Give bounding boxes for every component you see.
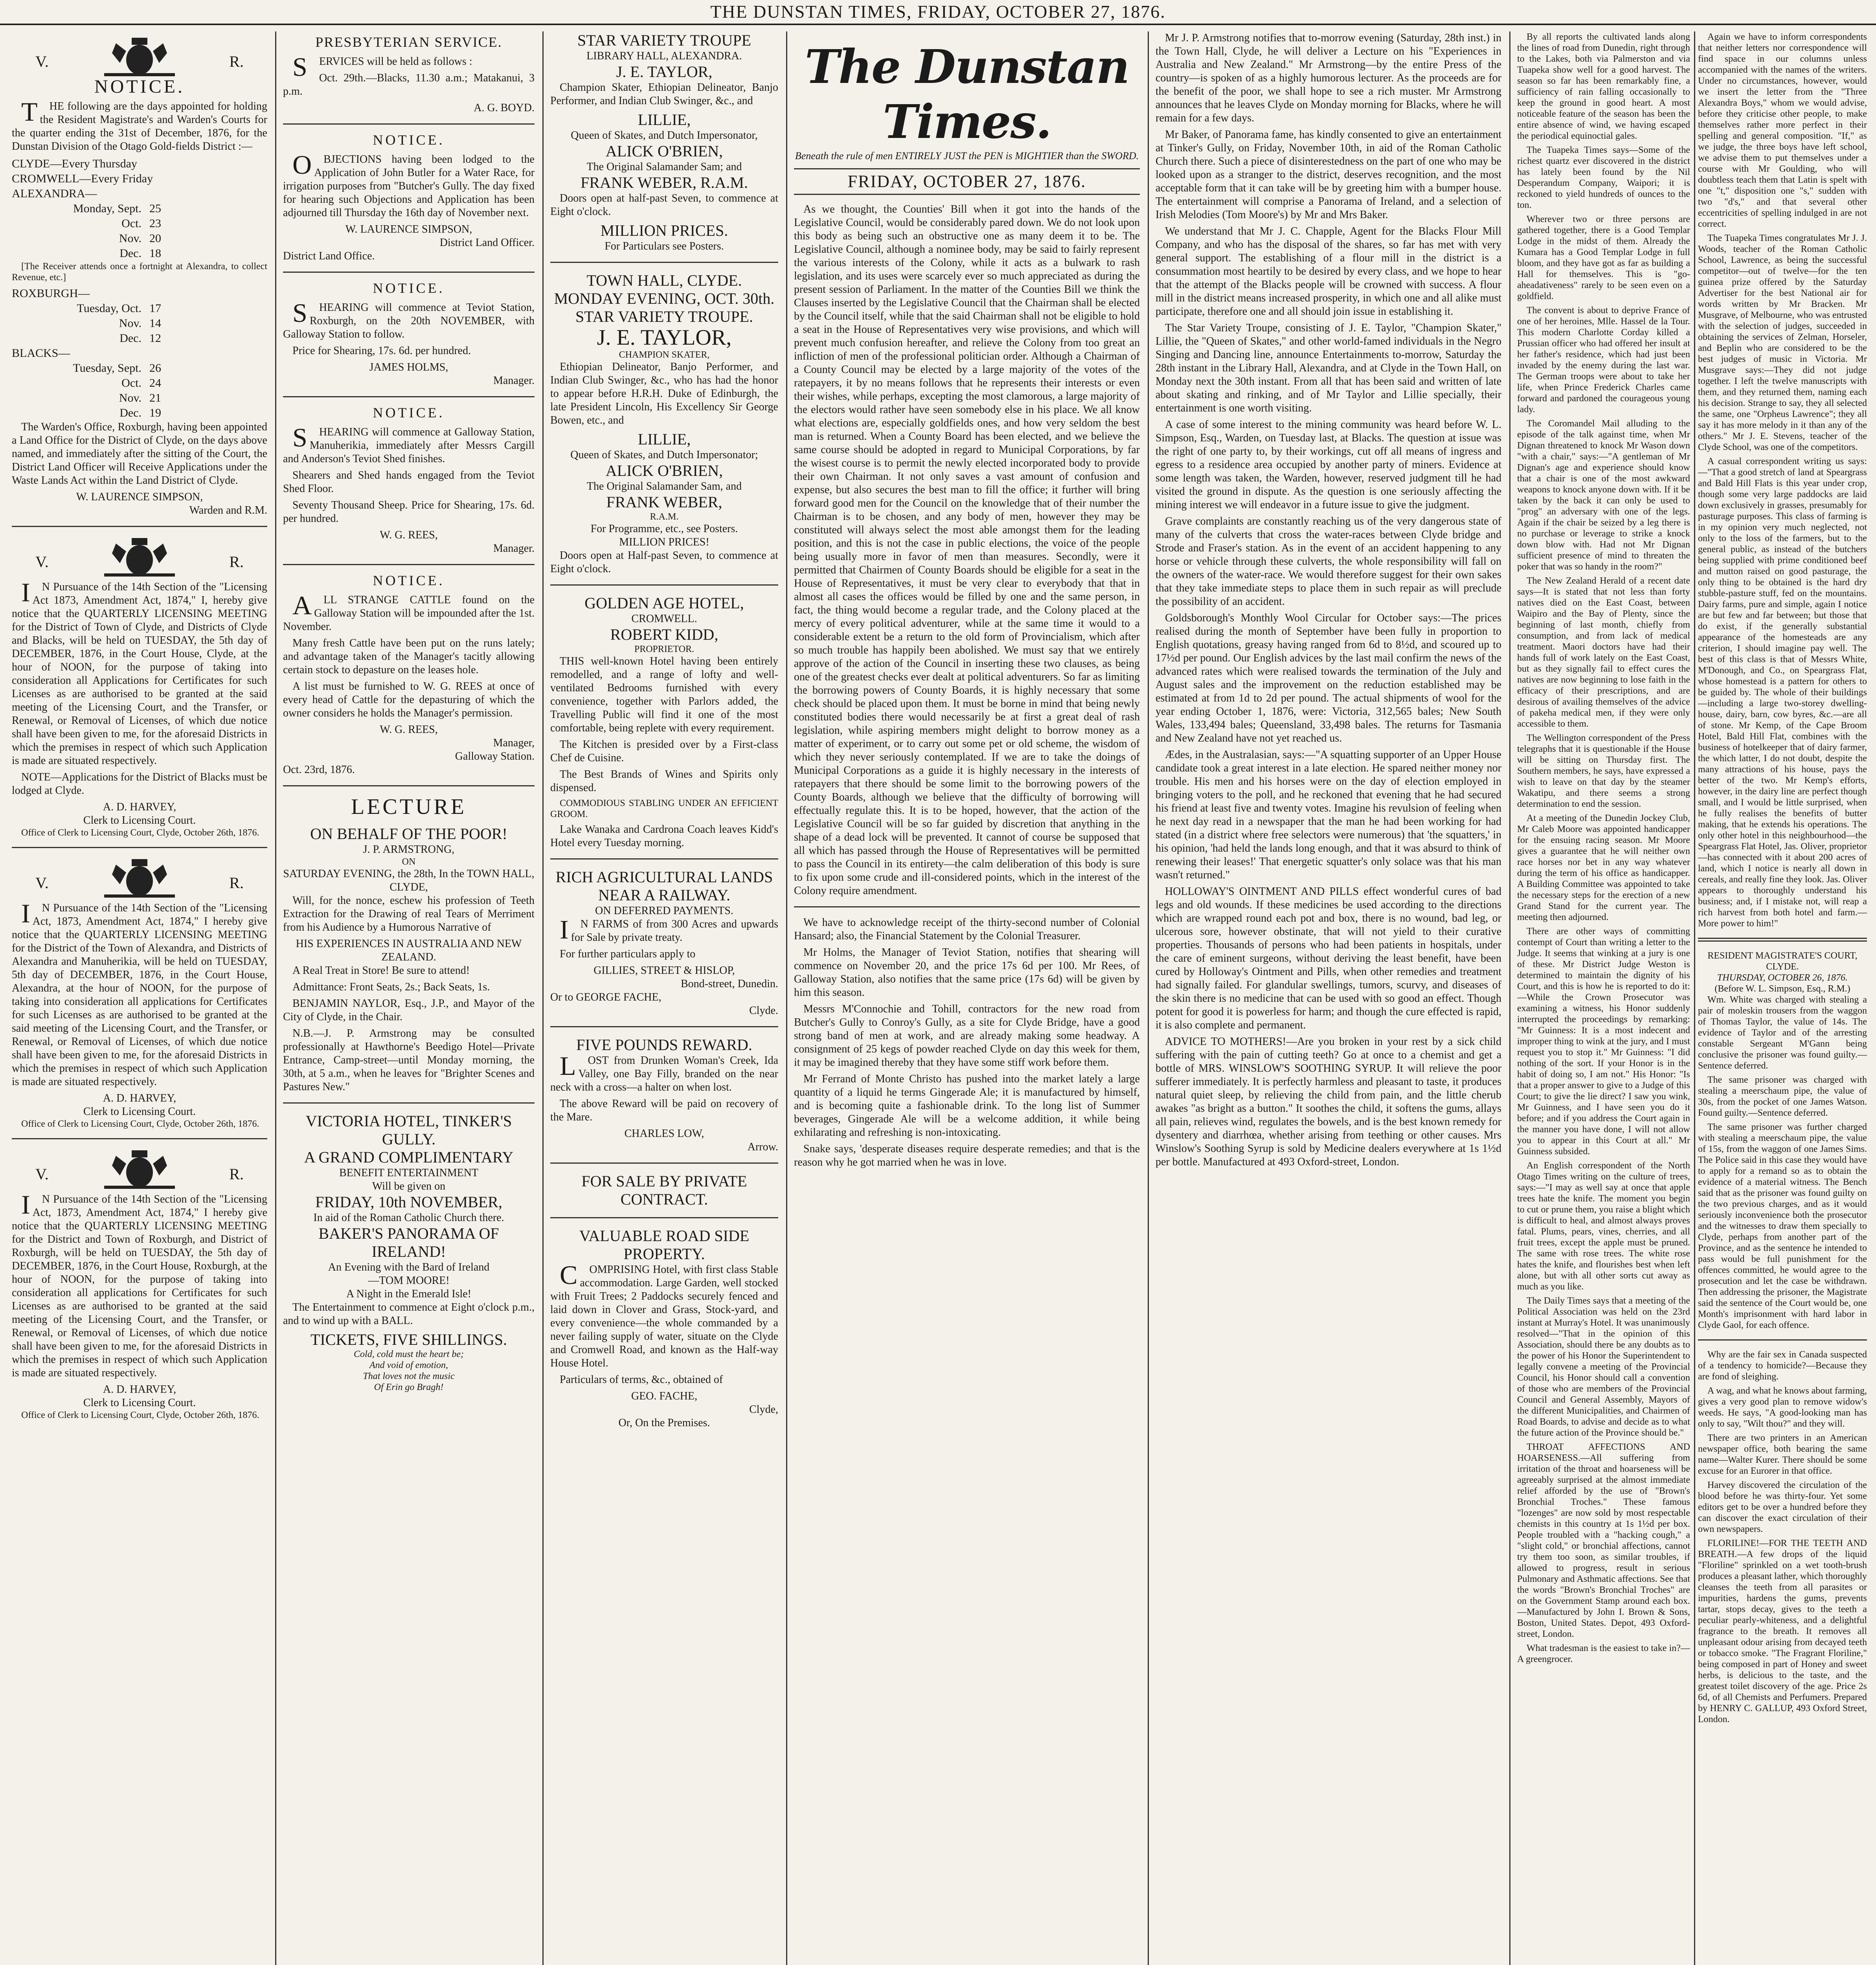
news-para: The Wellington correspondent of the Press telegraphs that it is questionable if the House will be sitting on Thursday first. The Southern members, he says, have expressed a wish to leave on that day by the steamer Wakatipu, and there seems a strong determination to end the session. (1517, 733, 1690, 809)
news-para: Why are the fair sex in Canada suspected of a tendency to homicide?—Because they are fond of sleighing. (1698, 1350, 1867, 1382)
ad-line: A Night in the Emerald Isle! (346, 1288, 472, 1300)
ad-para: N.B.—J. P. Armstrong may be consulted professionally at Hawthorne's Beedigo Hotel—Private Entrance, Camp-street—until Monday morning, the 30th, at 5 a.m., when he leaves for "Brighter Scenes and Pastures New." (283, 1027, 535, 1093)
news-para: A case of some interest to the mining community was heard before W. L. Simpson, Esq., Warden, on Tuesday last, at Blacks. The question at issue was the right of one party to, by their workings, cut off all means of ingress and egress to a residence area occupied by another party of miners. Evidence at some length was taken, the Warden, however, reserved judgment till he had visited the ground in dispute. As the question is one seriously affecting the mining interest we will endeavor in a future issue to give the judgment. (1156, 419, 1501, 511)
news-para: Wherever two or three persons are gathered together, there is a Good Templar Lodge in the midst of them. Already the Kumara has a Good Templar Lodge in full bloom, and they have got as far as building a Hall for themselves. This is "go-aheadativeness" rarely to be seen even on a goldfield. (1517, 214, 1690, 301)
news-para: There are two printers in an American newspaper office, both bearing the same name—Walter Kurer. There should be some excuse for an Eurorer in that office. (1698, 1433, 1867, 1476)
ad-body: COMPRISING Hotel, with first class Stable accommodation. Large Garden, well stocked with Fruit Trees; 2 Paddocks securely fenced and laid down in Clover and Grass, Stock-yard, and every convenience—the whole commanded by a never failing supply of water, situate on the Clyde and Cromwell Road, and known as the Half-way House Hotel. (550, 1260, 778, 1369)
presbyterian-service (283, 35, 535, 115)
ad-when: MONDAY EVENING, OCT. 30th. (554, 290, 775, 307)
ad-title: NOTICE. (373, 280, 445, 296)
notice-shearing-teviot (283, 281, 535, 387)
ad-subtitle: ON DEFERRED PAYMENTS. (595, 905, 733, 917)
performer-title: CHAMPION SKATER, (619, 350, 710, 360)
ad-title: GOLDEN AGE HOTEL, (584, 594, 744, 612)
date-day: 20 (149, 232, 161, 245)
news-para: The New Zealand Herald of a recent date says—It is stated that not less than forty natives died on the East Coast, between Waipiro and the Bay of Plenty, since the beginning of last month, chiefly from consumption, and from lack of medical treatment. Maori doctors have had their hands full of work lately on the East Coast, but as they signally fail to effect cures the natives are now beginning to lose faith in the efficacy of their prescriptions, and are desirous of availing themselves of the advice of pakeha medical men, if they were only accessible to them. (1517, 576, 1690, 729)
news-para: Mr Ferrand of Monte Christo has pushed into the market lately a large quantity of a liquid he terms Gingerade Ale; it is manufactured by himself, and is becoming quite a fashionable drink. To the long list of Summer beverages, Gingerade Ale will be a welcome addition, it while being exhilarating and refreshing is non-intoxicating. (794, 1073, 1140, 1139)
date-label: Nov. (119, 391, 141, 404)
cromwell-line: CROMWELL—Every Friday (12, 172, 153, 185)
ad-para: A list must be furnished to W. G. REES at once of every head of Cattle for the depasturing of which the owner considers he holds the Manager's permission. (283, 680, 535, 719)
divider (12, 526, 267, 527)
ad-para: The Kitchen is presided over by a First-class Chef de Cuisine. (550, 738, 778, 764)
clyde-line: CLYDE—Every Thursday (12, 157, 137, 170)
news-para: Ædes, in the Australasian, says:—"A squatting supporter of an Upper House candidate took a great interest in a late election. He spared neither money nor trouble. His men and his horses were on the day of election employed in bringing voters to the poll, and he reckoned that evening that he had secured his friend at least five and twenty votes. Imagine his revulsion of feeling when he next day read in a newspaper that the man he had been working for had stated (in a district where free selectors were numerous) that 'the squatters,' in his opinion, 'had held the lands long enough, and that it was absurd to think of renewing their leases!' That energetic squatter's only solace was that his man wasn't returned." (1156, 749, 1501, 881)
ad-body: IN FARMS of from 300 Acres and upwards for Sale by private treaty. (560, 915, 778, 944)
divider (550, 584, 778, 586)
agent-name: GILLIES, STREET & HISLOP, (593, 964, 735, 977)
news-para: THROAT AFFECTIONS AND HOARSENESS.—All suffering from irritation of the throat and hoarseness will be agreeably surprised at the almost immediate relief afforded by the use of "Brown's Bronchial Troches." These famous "lozenges" are now sold by most respectable chemists in this country at 1s 1½d per box. People troubled with a "hacking cough," a "slight cold," or bronchial affections, cannot try them too soon, as similar troubles, if allowed to progress, result in serious Pulmonary and Asthmatic affections. See that the words "Brown's Bronchial Troches" are on the Government Stamp around each box.—Manufactured by John I. Brown & Sons, Boston, United States. Depot, 493 Oxford-street, London. (1517, 1442, 1690, 1639)
reward-ad (550, 1036, 778, 1154)
court-before: (Before W. L. Simpson, Esq., R.M.) (1714, 984, 1850, 994)
signature: CHARLES LOW, (624, 1128, 704, 1140)
signature: A. G. BOYD. (474, 102, 535, 114)
signature: A. D. HARVEY, (103, 1092, 176, 1104)
notice-body: IN Pursuance of the 14th Section of the "Licensing Act, 1873, Amendment Act, 1874," I hereby give notice that the QUARTERLY LICENSING MEETING for the District of the Town of Alexandra, and Districts of Alexandra and Manuherikia, will be held on TUESDAY, 5th day of DECEMBER, 1876, in the Court House, Alexandra, at the hour of NOON, for the purpose of taking into consideration all applications for Certificates for such Licenses as are authorised to be granted at the said meeting of the Licensing Court, and the Transfer, or Renewal, or Removal of Licenses, of which due notice shall have been given to me, for the aforesaid Districts in which the premises in respect of which such Application is made are situated respectively. (12, 898, 267, 1088)
ad-para: COMMODIOUS STABLING UNDER AN EFFICIENT GROOM. (550, 798, 778, 819)
notice-body: IN Pursuance of the 14th Section of the "Licensing Act 1873, Amendment Act, 1874," I, hereby give notice that the QUARTERLY LICENSING MEETING for the District of Town of Clyde, and Districts of Clyde and Blacks, will be held on TUESDAY, the 5th day of DECEMBER, 1876, in the Court House, Clyde, at the hour of NOON, for the purpose of taking into consideration all Applications for Certificates for such Licenses as are authorised to be granted at the said meeting of the Licensing Court, and the Transfer, or Renewal, or Removal of Licenses, of which due notice shall have been given to me, for the aforesaid Districts in which the premises in respect of which such Application is made are situated respectively. (12, 577, 267, 767)
ad-title: NOTICE. (373, 405, 445, 421)
column-rule (1509, 31, 1510, 1965)
notice-title: NOTICE. (94, 76, 185, 97)
ad-title: RICH AGRICULTURAL LANDS NEAR A RAILWAY. (555, 868, 773, 904)
ad-date: Oct. 29th.—Blacks, 11.30 a.m.; Matakanui, 3 p.m. (283, 72, 535, 97)
signature-title: Manager. (493, 542, 535, 555)
alexandra-line: ALEXANDRA— (12, 187, 97, 200)
ad-line: MILLION PRICES! (619, 536, 709, 548)
date-label: Tuesday, Sept. (73, 362, 141, 375)
crest-r-label: R. (229, 874, 244, 892)
ad-line: An Evening with the Bard of Ireland (328, 1261, 490, 1273)
notice-body: THE following are the days appointed for holding the Resident Magistrate's and Warden's Courts for the quarter ending the 31st of December, 1876, for the Dunstan Division of the Otago Gold-fields District :— (12, 97, 267, 152)
ad-date: Oct. 23rd, 1876. (283, 764, 355, 776)
ad-title: FOR SALE BY PRIVATE CONTRACT. (581, 1172, 747, 1208)
ad-subtitle: ON BEHALF OF THE POOR! (310, 825, 507, 843)
ad-line: MILLION PRICES. (600, 222, 728, 239)
proprietor-name: ROBERT KIDD, (610, 626, 718, 643)
column-7 (1698, 31, 1867, 1965)
news-para: We have to acknowledge receipt of the thirty-second number of Colonial Hansard; also, the Financial Statement by the Colonial Treasurer. (794, 916, 1140, 942)
date-day: 25 (149, 202, 161, 215)
poem-line: Cold, cold must the heart be; (354, 1349, 464, 1359)
ad-para: Particulars of terms, &c., obtained of (560, 1374, 723, 1386)
date-day: 12 (149, 332, 161, 345)
ad-body: SHEARING will commence at Teviot Station, Roxburgh, on the 20th NOVEMBER, with Galloway Station to follow. (283, 298, 535, 340)
news-para: ADVICE TO MOTHERS!—Are you broken in your rest by a sick child suffering with the pain of cutting teeth? Go at once to a chemist and get a bottle of MRS. WINSLOW'S SOOTHING SYRUP. It will relieve the poor sufferer immediately. It is perfectly harmless and pleasant to taste, it produces natural quiet sleep, by relieving the child from pain, and the little cherub awakes "as bright as a button." It soothes the child, it softens the gums, allays all pain, relieves wind, regulates the bowels, and is the best known remedy for dysentery and diarrhœa, whether arising from teething or other causes. Mrs Winslow's Soothing Syrup is sold by Medicine dealers everywhere at 1s 1½d per bottle. Manufactured at 493 Oxford-street, London. (1156, 1036, 1501, 1168)
date-label: Oct. (121, 217, 141, 230)
ad-body: ALL STRANGE CATTLE found on the Galloway Station will be impounded after the 1st. November. (283, 590, 535, 633)
poem-line: And void of emotion, (369, 1360, 448, 1370)
divider (550, 1026, 778, 1027)
ad-line: Will be given on (372, 1180, 446, 1192)
news-para: FLORILINE!—FOR THE TEETH AND BREATH.—A few drops of the liquid "Floriline" sprinkled on a wet tooth-brush produces a pleasant lather, which thoroughly cleanses the teeth from all parasites or impurities, hardens the gums, prevents tartar, stops decay, gives to the teeth a peculiar pearly-whiteness, and a delightful fragrance to the breath. It removes all unpleasant odour arising from decayed teeth or tobacco smoke. "The Fragrant Floriline," being composed in part of Honey and sweet herbs, is delicious to the taste, and the greatest toilet discovery of the age. Price 2s 6d, of all Chemists and Perfumers. Prepared by HENRY C. GALLUP, 493 Oxford Street, London. (1698, 1538, 1867, 1724)
news-para: Messrs M'Connochie and Tohill, contractors for the new road from Butcher's Gully to Conroy's Gully, as a site for Clyde Bridge, have a good strong band of men at work, and are already making some headway. A consignment of 25 kegs of powder reached Clyde on day this week for them, it may be imagined thereby that they have some stiff work before them. (794, 1003, 1140, 1069)
court-para: The same prisoner was charged with stealing a meerschaum pipe, the value of 30s, from the pocket of one James Watson. Found guilty.—Sentence deferred. (1698, 1075, 1867, 1118)
performer: LILLIE, (638, 111, 691, 129)
dateline: FRIDAY, OCTOBER 27, 1876. (794, 168, 1140, 195)
notice-shearing-galloway (283, 406, 535, 555)
signature: GEO. FACHE, (631, 1390, 698, 1402)
notice-court-days (12, 35, 267, 517)
ad-para: For further particulars apply to (560, 948, 696, 960)
ad-line: BENEFIT ENTERTAINMENT (339, 1167, 479, 1179)
news-para: Grave complaints are constantly reaching us of the very dangerous state of many of the culverts that cross the water-races between Clyde bridge and Strode and Fraser's station. As in the event of an accident happening to any horse or vehicle through these culverts, the whole responsibility will fall on the owners of the water-race. We would therefore suggest for their own sakes that they take immediate steps to place them in such repair as will preclude the possibility of an accident. (1156, 515, 1501, 608)
page-header: THE DUNSTAN TIMES, FRIDAY, OCTOBER 27, 1876. (0, 0, 1876, 25)
ad-line: For Programme, etc., see Posters. (590, 523, 738, 535)
masthead: The Dunstan Times. (805, 39, 1129, 149)
signature-title: District Land Officer. (439, 237, 535, 249)
ad-line: For Particulars see Posters. (605, 240, 724, 252)
date-day: 18 (149, 247, 161, 260)
divider (283, 396, 535, 397)
news-para: Again we have to inform correspondents that neither letters nor correspondence will find space in our columns unless accompanied with the names of the writers. Under no circumstances, however, would we insert the letter from the "Three Alexandra Boys," whom we would advise, before they criticise other people, to make themselves rather more perfect in their spelling and general composition. "If," as we judge, the three boys have left school, we advise them to put themselves under a course with Mr Goulding, who will doubtless teach them that Latin is spelt with one "t," disposition one "s," sudden with two "d's," and that several other eccentricities of spelling indulged in are not correct. (1698, 32, 1867, 229)
divider (550, 858, 778, 859)
divider (550, 1162, 778, 1164)
column-1 (12, 31, 267, 1965)
divider (550, 262, 778, 263)
proprietor-label: PROPRIETOR. (634, 644, 695, 654)
divider (794, 906, 1140, 907)
private-contract-ad (550, 1172, 778, 1208)
performer-desc: The Original Salamander Sam; and (586, 161, 742, 173)
signature-office: District Land Office. (283, 250, 375, 262)
ad-line: FRIDAY, 10th NOVEMBER, (315, 1193, 502, 1211)
notice-objections (283, 133, 535, 263)
performer-desc: Ethiopian Delineator, Banjo Performer, and Indian Club Swinger, &c., who has had the honor to appear before H.R.H. Duke of Edinburgh, the late President Lincoln, His Excellency Sir George Bowen, etc., and (550, 361, 778, 426)
signature: A. D. HARVEY, (103, 1383, 176, 1396)
ad-para: Doors open at Half-past Seven, to commence at Eight o'clock. (550, 549, 778, 575)
ad-para: The Entertainment to commence at Eight o'clock p.m., and to wind up with a BALL. (283, 1301, 535, 1327)
performer-desc: Queen of Skates, and Dutch Impersonator, (571, 129, 758, 141)
date-day: 17 (149, 302, 161, 315)
divider (283, 272, 535, 273)
news-para: A casual correspondent writing us says:—"That a good stretch of land at Speargrass and Bald Hill Flats is this year under crop, though some very large paddocks are laid down exclusively in grasses, presumably for pasturage purposes. This class of farming is in my opinion very much neglected, not only to the loss of the farmers, but to the general public, as instead of the butchers being supplied with prime conditioned beef and mutton raised on good pasturage, the only thing to be obtained is the hard dry stubble-pasture stuff, fed on the mountains. Dairy farms, pure and simple, again I notice are but few and far between; but those that do exist, if the generally substantial appearance of the homesteads are any criterion, I should imagine pay well. The best of this class is that of Messrs White, M'Donough, and Co., on Speargrass Flat, whose homestead is a pattern for others to be guided by. The whole of their buildings—including a large two-storey dwelling-house, dairy, barn, cow byres, &c.—are all of stone. Mr Kemp, of the Cape Broom Hotel, Bald Hill Flat, combines with the business of hotelkeeper that of dairy farmer, the which latter, I do not doubt, despite the many attractions of his house, pays the better of the two. Mr Kemp's efforts, however, in the dairy line are perfect though small, and I would be little surprised, when he fully realises the benefits of butter making, that he extends his operations. The only other hotel in this neighbourhood—the Speargrass Flat Hotel, Jas. Oliver, proprietor—has connected with it about 200 acres of land, which I notice is nearly all down in cereals, and really fine they look. Jas. Oliver appears to thoroughly understand his business; and, if I mistake not, will reap a rich harvest from both hotel and farm.—More power to him!" (1698, 456, 1867, 929)
performer-desc: Queen of Skates, and Dutch Impersonator; (570, 449, 758, 461)
divider (283, 785, 535, 786)
column-6a (1517, 31, 1690, 1965)
news-para: Mr Holms, the Manager of Teviot Station, notifies that shearing will commence on November 20, and the price 17s 6d per 100. Mr Rees, of Galloway Station, also notifies that the same price (17s 6d) will be given by him this season. (794, 946, 1140, 999)
ad-para: Many fresh Cattle have been put on the runs lately; and advantage taken of the Manager's tacitly allowing certain stock to depasture on the leases hole. (283, 637, 535, 676)
date-label: Dec. (119, 406, 141, 419)
ad-price: Price for Shearing, 17s. 6d. per hundred. (292, 345, 471, 357)
office-line: Office of Clerk to Licensing Court, Clyde, October 26th, 1876. (21, 1119, 259, 1129)
divider (12, 847, 267, 848)
court-para: The same prisoner was further charged with stealing a meerschaum pipe, the value of 15s, from the waggon of one James Sims. The Police said in this case they would have to apply for a remand so as to obtain the evidence of a material witness. The Bench said that as the prisoner was found guilty on the two previous charges, and as it would seriously inconvenience both the prosecutor and the witnesses to draw them specially to Clyde, perhaps from another part of the Province, and as the sentence he intended to pass would be full punishment for the offences committed, he would agree to the prosecution and let the case be withdrawn. Then addressing the prisoner, the Magistrate said the sentence of the Court would be, one Month's imprisonment with hard labor in Clyde Gaol, for each offence. (1698, 1122, 1867, 1330)
lecture-ad (283, 795, 535, 1094)
ad-title: STAR VARIETY TROUPE. (575, 308, 753, 325)
date-label: Nov. (119, 317, 141, 330)
news-para: The Star Variety Troupe, consisting of J. E. Taylor, "Champion Skater," Lillie, the "Queen of Skates," and other world-famed individuals in the Negro Singing and Dancing line, announce Entertainments to-morrow, Saturday the 28th instant in the Library Hall, Alexandra, and at Clyde in the Town Hall, on Monday next the 30th instant. From all that has been said and written of late about skating and rinking, and of Mr Taylor and Lillie specially, their entertainment is one worth visiting. (1156, 322, 1501, 414)
ad-title: FIVE POUNDS REWARD. (576, 1036, 752, 1054)
court-date: THURSDAY, OCTOBER 26, 1876. (1717, 973, 1848, 983)
agricultural-lands-ad (550, 868, 778, 1017)
crest-r-label: R. (229, 53, 244, 70)
ad-para: Admittance: Front Seats, 2s.; Back Seats, 1s. (292, 981, 490, 993)
crest-r-label: R. (229, 553, 244, 571)
signature-place: Galloway Station. (455, 750, 535, 762)
ad-venue: LIBRARY HALL, ALEXANDRA. (586, 50, 742, 62)
signature-place: Arrow. (747, 1141, 778, 1153)
ad-title: VICTORIA HOTEL, TINKER'S GULLY. (305, 1112, 512, 1148)
performer: FRANK WEBER, (606, 493, 722, 511)
ad-body: OBJECTIONS having been lodged to the Application of John Butler for a Water Race, for irrigation purposes from "Butcher's Gully. The day fixed for hearing such Objections and Application has been adjourned till Thursday the 16th day of November next. (283, 150, 535, 219)
warden-note: The Warden's Office, Roxburgh, having been appointed a Land Office for the District of Clyde, on the days above named, and immediately after the sitting of the Court, the District Land Officer will Receive Applications under the Waste Lands Act within the Land District of Clyde. (12, 421, 267, 487)
ad-para: Shearers and Shed hands engaged from the Teviot Shed Floor. (283, 469, 535, 495)
signature-title: Manager. (493, 375, 535, 387)
divider (12, 1138, 267, 1139)
office-line: Office of Clerk to Licensing Court, Clyde, October 26th, 1876. (21, 828, 259, 838)
column-rule (786, 31, 787, 1965)
date-day: 19 (149, 406, 161, 419)
date-day: 21 (149, 391, 161, 404)
ad-body: SHEARING will commence at Galloway Station, Manuherikia, immediately after Messrs Cargill and Anderson's Teviot Shed finishes. (283, 422, 535, 465)
news-para: HOLLOWAY'S OINTMENT AND PILLS effect wonderful cures of bad legs and old wounds. If these medicines be used according to the directions which are wrapped round each pot and box, there is no wound, bad leg, or ulcerous sore, however obstinate, that will not yield to their curative properties. Thousands of persons who had been patients in hospitals, under the care of eminent surgeons, without deriving the least benefit, have been cured by Holloway's Ointment and Pills, when other remedies and treatment had signally failed. For glandular swellings, tumors, scurvy, and diseases of the skin there is no medicine that can be used with so good an effect. Though potent for good it is powerless for harm; and though the cure effected is rapid, it is also complete and permanent. (1156, 885, 1501, 1031)
divider (283, 123, 535, 125)
roxburgh-line: ROXBURGH— (12, 287, 90, 300)
signature: JAMES HOLMS, (369, 361, 448, 373)
date-label: Dec. (119, 247, 141, 260)
performer-desc: The Original Salamander Sam, and (586, 480, 742, 492)
performer: LILLIE, (638, 430, 691, 448)
ad-title: NOTICE. (373, 132, 445, 148)
divider (283, 1102, 535, 1104)
performer-desc: Champion Skater, Ethiopian Delineator, Banjo Performer, and Indian Club Swinger, &c., and (550, 81, 778, 107)
ad-body: Will, for the nonce, eschew his profession of Teeth Extraction for the Drawing of real Tears of Merriment from his Audience by a Humorous Narrative of (283, 894, 535, 933)
ad-para: Seventy Thousand Sheep. Price for Shearing, 17s. 6d. per hundred. (283, 499, 535, 525)
news-para: Snake says, 'desperate diseases require desperate remedies; and that is the reason why he got married when he was in love. (794, 1143, 1140, 1168)
news-para: We understand that Mr J. C. Chapple, Agent for the Blacks Flour Mill Company, and who has the disposal of the shares, so far has met with very general support. The establishing of a flour mill in the district is a consummation most heartily to be desired by every class, and we hope to hear that the attempt of the Blacks people will be crowned with success. A flour mill in the district means increased prosperity, in which one and all alike must participate, therefore one and all should join issue in establishing it. (1156, 225, 1501, 318)
court-para: Wm. White was charged with stealing a pair of moleskin trousers from the waggon of Thomas Taylor, the value of 14s. The evidence of Taylor and of the arresting constable Sergeant M'Gann being conclusive the prisoner was found guilty.—Sentence deferred. (1698, 995, 1867, 1071)
ad-para: A Real Treat in Store! Be sure to attend! (292, 964, 470, 977)
signature: A. D. HARVEY, (103, 801, 176, 813)
column-rule (1148, 31, 1149, 1965)
signature-title: Manager, (493, 737, 535, 749)
road-side-property-ad (550, 1227, 778, 1430)
performer: FRANK WEBER, R.A.M. (581, 174, 748, 191)
column-5 (1156, 31, 1501, 1965)
ad-title: NOTICE. (373, 573, 445, 588)
ad-title: STAR VARIETY TROUPE (577, 31, 752, 49)
ad-body: SERVICES will be held as follows : (292, 52, 472, 82)
signature: W. LAURENCE SIMPSON, (76, 491, 203, 503)
poem-line: Of Erin go Bragh! (374, 1382, 444, 1392)
star-troupe-clyde (550, 272, 778, 576)
date-day: 24 (149, 376, 161, 389)
signature-alt: Or, On the Premises. (618, 1417, 710, 1429)
date-label: Monday, Sept. (73, 202, 141, 215)
editorial-para: As we thought, the Counties' Bill when it got into the hands of the Legislative Council, would be considerably pared down. We do not look upon this body as being such an obstructive one as many deem it to be. The Legislative Council, although a nominee body, may be said to fairly represent the various interests of the Colony, while it acts as a bulwark to rash legislation, and its uses were scarcely ever so much appreciated as during the present session of Parliament. In the matter of the Counties Bill we think the Clauses inserted by the Legislative Council that the Chairman shall be elected by the Council itself, while that the said Chairman shall not be eligible to hold a seat in the House of Representatives very wise provisions, and which will prevent much confusion hereafter, and relieve the Colony from too great an infliction of men of the professional politician order. Although a Chairman of a County Council may be elected by a large majority of the votes of the ratepayers, it by no means follows that he represents their interests or even their wishes, while perhaps, excepting the most clamorous, a large majority of the electors would rather have seen somebody else in his place. We all know what elections are, especially goldfields ones, and how very seldom the best man is returned. When a County Board has been elected, and we believe the same course should be adopted in regard to Municipal Corporations, by far the wisest course is to permit the newly elected incorporated body to provide their own Chairman. It not only saves a vast amount of confusion and expense, but also secures the best man to fill the office; it further will bring forward good men for the Council on the knowledge that of their number the Chairman is to be chosen, and any body of men, however they may be constituted will always select the most able amongst them for the leading position, and this is not the case in public elections, the voice of the people being usually more in favor of men than measures. Secondly, were it permitted that Chairmen of County Boards should be eligible for a seat in the House of Representatives, it must be very clear to everybody that that in almost all cases the offices would be filled by one and the same person, in fact, the thing would become a regular trade, and the Colony placed at the mercy of every political adventurer, while at the same time it would to a considerable extent be a return to the old form of Provincialism, which after so much trouble has happily been abolished. We must say that we entirely approve of the action of the Council in inserting these two clauses, as being one of the greatest checks ever dealt at political adventurers. So far as limiting the borrowing powers of County Boards, it is highly necessary that some check should be placed upon them. It must be borne in mind that being newly constituted bodies there would necessarily be at first a great deal of rash legislation, while aspiring members might delight to borrow money as a matter of experiment, or to carry out some pet or old scheme, the wisdom of which they never seriously contemplated. If we are to take the doings of Municipal Corporations as a guide it is highly necessary in the interests of ratepayers that there should be some limit to the borrowing powers of the County Boards, although we believe that the difficulty of borrowing will effectually regulate this. It is to be hoped, however, that the action of the Legislative Council will be so far guided by discretion that anything in the shape of a dead lock will be prevented. It cannot of course be supposed that all which has passed through the House of Representatives will be permitted to pass the Council in its entirety—the calm deliberation of this body is sure to fix upon some crude and ill-considered points, which in the interest of the Colony require amendment. (794, 203, 1140, 897)
performer-title: R.A.M. (650, 512, 679, 522)
column-2 (283, 31, 535, 1965)
notice-body: IN Pursuance of the 14th Section of the "Licensing Act, 1873, Amendment Act, 1874," I hereby give notice that the QUARTERLY LICENSING MEETING for the District and Town of Roxburgh, and District of Roxburgh, will be held on TUESDAY, the 5th day of DECEMBER, 1876, in the Court House, Roxburgh, at the hour of NOON, for the purpose of taking into consideration all applications for Certificates for such Licenses as are authorised to be granted at the said meeting of the Licensing Court, and the Transfer, or Renewal, or Removal of Licenses, of which due notice shall have been given to me, for the aforesaid Districts in which the premises in respect of which such Application is made are situated respectively. (12, 1190, 267, 1379)
ad-line: BAKER'S PANORAMA OF IRELAND! (318, 1225, 499, 1260)
crest-r-label: R. (229, 1165, 244, 1183)
performer: ALICK O'BRIEN, (605, 142, 723, 160)
news-para: Mr J. P. Armstrong notifies that to-morrow evening (Saturday, 28th inst.) in the Town Hall, Clyde, he will deliver a Lecture on his "Experiences in Australia and New Zealand." Mr Armstrong—by the entire Press of the country—is spoken of as a highly humorous lecturer. As the proceeds are for the benefit of the poor, we shall hope to see a rich muster. Mr Armstrong announces that he leaves Clyde on Monday morning for Blacks, where he will remain for a few days. (1156, 32, 1501, 124)
ad-line: —TOM MOORE! (368, 1274, 450, 1287)
agent-address: Bond-street, Dunedin. (680, 978, 778, 990)
crest-v-label: V. (35, 1165, 49, 1183)
news-para: The Daily Times says that a meeting of the Political Association was held on the 23rd instant at Murray's Hotel. It was unanimously resolved—"That in the opinion of this Association, should there be any doubts as to the power of his Honor the Superintendent to legally convene a meeting of the Provincial Council, his Honor should call a convention of those who are members of the Provincial Council and General Assembly, Mayors of the different Municipalities, and Chairmen of Road Boards, to advise and decide as to what the future action of the Province should be." (1517, 1296, 1690, 1438)
performer: J. E. TAYLOR, (597, 325, 732, 350)
ad-body: THIS well-known Hotel having been entirely remodelled, and a range of lofty and well-ventilated Bedrooms furnished with every convenience, together with Parlors added, the Travelling Public will find it one of the most comfortable, being replete with every requirement. (550, 655, 778, 734)
crest-v-label: V. (35, 874, 49, 892)
news-para: By all reports the cultivated lands along the lines of road from Dunedin, right through to the Lakes, both via Palmerston and via Tuapeka show well for a good harvest. The season so far has been remarkably fine, a sufficiency of rain falling occasionally to keep the ground in good heart. A most noticeable feature of the season has been the entire absence of wind, we having escaped the periodical equinoctial gales. (1517, 32, 1690, 141)
ad-para: The Best Brands of Wines and Spirits only dispensed. (550, 768, 778, 794)
notice-note: NOTE—Applications for the District of Blacks must be lodged at Clyde. (12, 771, 267, 797)
news-para: Harvey discovered the circulation of the blood before he was thirty-four. Yet some editors get to be over a hundred before they can discover the exact circulation of their own newspapers. (1698, 1480, 1867, 1534)
signature-title: Clerk to Licensing Court. (83, 1397, 196, 1409)
lecture-when: SATURDAY EVENING, the 28th, In the TOWN HALL, CLYDE, (283, 868, 535, 893)
ad-line: In aid of the Roman Catholic Church there. (313, 1212, 504, 1224)
masthead-motto: Beneath the rule of men ENTIRELY JUST the PEN is MIGHTIER than the SWORD. (795, 150, 1139, 162)
court-title: RESIDENT MAGISTRATE'S COURT, CLYDE. (1707, 951, 1858, 972)
news-para: An English correspondent of the North Otago Times writing on the culture of trees, says:—"I may as well say at once that apple trees hate the knife. The moment you begin to cut or prune them, you raise a blight which is difficult to heal, and almost always proves fatal. Plums, pears, vines, cherries, and all fruit trees, except the apple must be pruned. The same with rose trees. The white rose hates the knife, and flourishes best when left alone, but with all other sorts cut away as much as you like. (1517, 1161, 1690, 1292)
date-label: Nov. (119, 232, 141, 245)
ad-line: TICKETS, FIVE SHILLINGS. (311, 1331, 507, 1348)
news-para: The convent is about to deprive France of one of her heroines, Mlle. Hassel de la Tour. This modern Charlotte Corday killed a Prussian officer who had offered her insult at her father's residence, which had just been invaded by the enemy during the last war. The German troops were about to take her life, when Prince Frederick Charles came forward and pardoned the courageous young lady. (1517, 305, 1690, 415)
news-para: What tradesman is the easiest to take in?—A greengrocer. (1517, 1643, 1690, 1664)
ad-para: BENJAMIN NAYLOR, Esq., J.P., and Mayor of the City of Clyde, in the Chair. (283, 997, 535, 1023)
signature: W. LAURENCE SIMPSON, (345, 223, 472, 235)
notice-licensing-alexandra (12, 857, 267, 1129)
news-para: The Tuapeka Times congratulates Mr J. J. Woods, teacher of the Roman Catholic School, Lawrence, as being the successful competitor—out of twelve—for the ten guinea prize offered by the Saturday Advertiser for the best National air for words written by Mr Bracken. Mr Musgrave, of Melbourne, who was entrusted with the selection of judges, succeeded in obtaining the services of Zelman, Horseler, and Beplin who are considered to be the best judges of music in Victoria. Mr Musgrave says:—They did not judge together. I left the twelve manuscripts with them, and they returned them, naming each his decision. Strange to say, they all selected the same, one "Orpheus Lawrence"; they all say it has more melody in it than any of the others." Mr J. E. Stevens, teacher of the Clyde School, was one of the competitors. (1698, 233, 1867, 452)
crest-v-label: V. (35, 53, 49, 70)
divider (1698, 938, 1867, 942)
lecturer-name: J. P. ARMSTRONG, (363, 843, 455, 856)
lecture-topic: HIS EXPERIENCES IN AUSTRALIA AND NEW ZEALAND. (296, 938, 522, 963)
date-day: 26 (149, 362, 161, 375)
news-para: There are other ways of committing contempt of Court than writing a letter to the Judge. It seems that winking at a jury is one of these. Mr District Judge Weston is determined to maintain the dignity of his Court, and this is how he is reported to do it:—While the Crown Prosecutor was examining a witness, his Honor suddenly interrupted the proceedings by remarking: "Mr Guinness: It is a most indecent and improper thing to wink at the jury, and I must request you to stop it." Mr Guinness: "I did nothing of the sort. If your Honor is in the habit of doing so, I am not." His Honor: "Is that a proper answer to give to a Judge of this Court; to give the lie direct? I saw you wink, Mr Guinness, and I have seen you do it before; and if you address the Court again in the manner you have done, I will not allow you to appear in this Court at all." Mr Guinness subsided. (1517, 926, 1690, 1157)
column-4 (794, 31, 1140, 1965)
notice-licensing-clyde (12, 536, 267, 838)
agent-place: Clyde. (749, 1005, 778, 1017)
ad-place: CROMWELL. (631, 613, 697, 625)
signature: W. G. REES, (380, 529, 438, 541)
ad-para: The above Reward will be paid on recovery of the Mare. (550, 1098, 778, 1123)
performer: ALICK O'BRIEN, (605, 462, 723, 479)
column-rule (542, 31, 544, 1965)
notice-strange-cattle (283, 574, 535, 777)
ad-title: PRESBYTERIAN SERVICE. (315, 34, 502, 50)
notice-licensing-roxburgh (12, 1148, 267, 1421)
star-troupe-alexandra (550, 31, 778, 253)
victoria-hotel-ad (283, 1112, 535, 1393)
signature-title: Clerk to Licensing Court. (83, 814, 196, 826)
agent-alt: Or to GEORGE FACHE, (550, 991, 661, 1003)
ad-title: VALUABLE ROAD SIDE PROPERTY. (579, 1227, 750, 1263)
ad-title: LECTURE (351, 795, 467, 819)
date-label: Oct. (121, 376, 141, 389)
date-label: Dec. (119, 332, 141, 345)
news-para: Mr Baker, of Panorama fame, has kindly consented to give an entertainment at Tinker's Gully, on Friday, November 10th, in aid of the Roman Catholic Church there. Such a piece of disinterestedness on the part of one who may be looked upon as a stranger to the district, deserves recognition, and the most acceptable form that it can take will be by greeting him with a bumper house. The entertainment will comprise a Panorama of Ireland, and a selection of Irish Melodies (Tom Moore's) by Mr and Mrs Baker. (1156, 129, 1501, 221)
ad-para: Lake Wanaka and Cardrona Coach leaves Kidd's Hotel every Tuesday morning. (550, 823, 778, 849)
ad-para: Doors open at half-past Seven, to commence at Eight o'clock. (550, 192, 778, 218)
news-para: A wag, and what he knows about farming, gives a very good plan to remove widow's weeds. He says, "A good-looking man has only to say, "Wilt thou?" and they will. (1698, 1386, 1867, 1429)
news-para: The Coromandel Mail alluding to the episode of the talk against time, when Mr Dignan threatened to knock Mr Wason down "with a chair," says:—"A gentleman of Mr Dignan's age and experience should know that a chair is one of the most awkward weapons to knock anyone down with. If it be taken by the back it can only be used to "prog" an adversary with one of the legs. Again if the chair be seized by a leg there is no purchase or leverage to strike a knock down blow with. Had not Mr Dignan sufficient presence of mind to threaten the poker that was so handy in the room?" (1517, 419, 1690, 572)
signature-place: Clyde, (749, 1403, 778, 1416)
signature-title: Clerk to Licensing Court. (83, 1106, 196, 1118)
office-line: Office of Clerk to Licensing Court, Clyde, October 26th, 1876. (21, 1410, 259, 1420)
ad-body: LOST from Drunken Woman's Creek, Ida Valley, one Bay Filly, branded on the near neck with a cross—a halter on when lost. (550, 1051, 778, 1093)
signature: W. G. REES, (380, 724, 438, 736)
divider (283, 564, 535, 565)
poem-line: That loves not the music (363, 1371, 455, 1381)
receiver-note: [The Receiver attends once a fortnight at Alexandra, to collect Revenue, etc.] (12, 261, 267, 283)
golden-age-hotel-ad (550, 594, 778, 850)
court-schedule (12, 156, 267, 421)
ad-venue: TOWN HALL, CLYDE. (586, 272, 742, 289)
column-3 (550, 31, 778, 1965)
on-label: ON (402, 857, 416, 867)
date-label: Tuesday, Oct. (77, 302, 141, 315)
crest-v-label: V. (35, 553, 49, 571)
news-para: At a meeting of the Dunedin Jockey Club, Mr Caleb Moore was appointed handicapper for the ensuing racing season. Mr Moore gives a guarantee that he will neither own race horses nor bet in any way whatever during the term of his office as handicapper. A Building Committee was appointed to take the necessary steps for the erection of a new Grand Stand for the current year. The meeting then adjourned. (1517, 813, 1690, 922)
date-day: 23 (149, 217, 161, 230)
date-day: 14 (149, 317, 161, 330)
signature-title: Warden and R.M. (189, 504, 267, 516)
news-para: Goldsborough's Monthly Wool Circular for October says:—The prices realised during the month of September have been fully in proportion to English quotations, greasy having ranged from 6d to 8½d, and scoured up to 17½d per pound. Our English advices by the last mail confirm the news of the advanced rates which were realised towards the termination of the July and August sales and the improvement on the reduction established may be estimated at from 1d to 2d per pound. The actual shipments of wool for the year ending October 1, 1876, were: Victoria, 312,565 bales; New South Wales, 133,494 bales; Queensland, 33,498 bales. The returns for Tasmania and New Zealand have not yet reached us. (1156, 612, 1501, 744)
divider (550, 1217, 778, 1218)
column-rule (275, 31, 276, 1965)
news-para: The Tuapeka Times says—Some of the richest quartz ever discovered in the district has lately been found by the Nil Desperandum Company, Waipori; it is reckoned to yield hundreds of ounces to the ton. (1517, 145, 1690, 210)
performer: J. E. TAYLOR, (616, 63, 713, 81)
column-rule (1694, 31, 1695, 1965)
blacks-line: BLACKS— (12, 347, 70, 360)
ad-line: A GRAND COMPLIMENTARY (304, 1148, 514, 1166)
divider (1698, 1339, 1867, 1341)
